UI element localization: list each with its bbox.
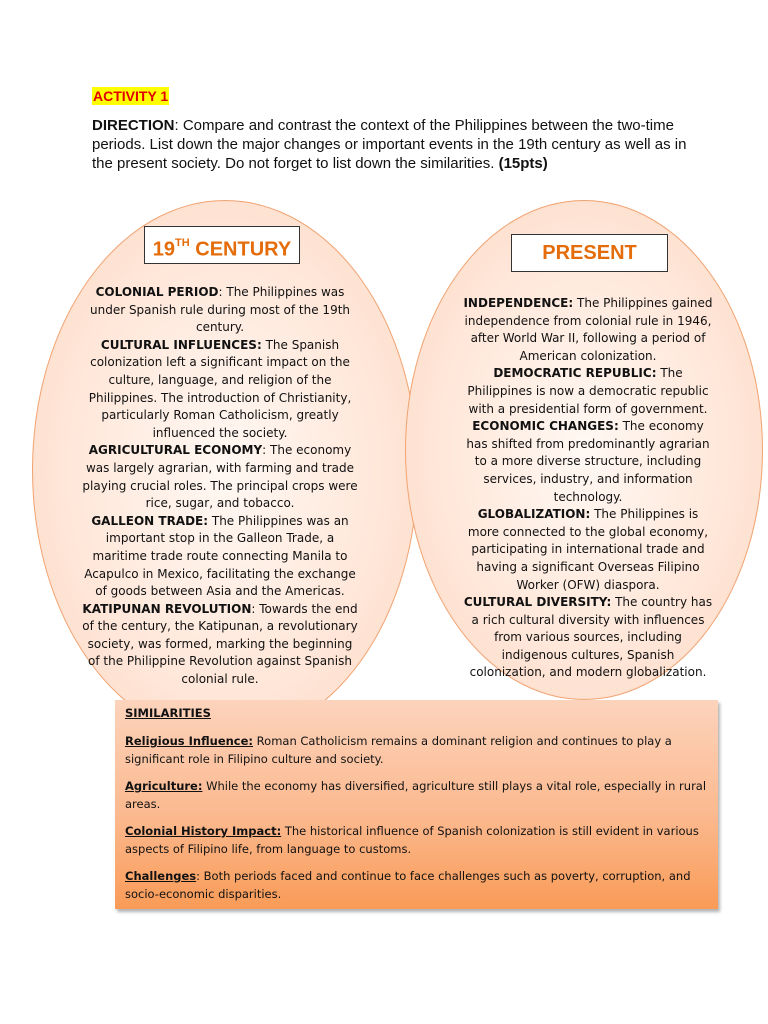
item-label: INDEPENDENCE: xyxy=(463,296,574,310)
similarity-text: While the economy has diversified, agriculture still plays a vital role, especially in rural areas. xyxy=(125,779,707,811)
list-item xyxy=(462,418,714,506)
item-text: The economy has shifted from predominantly agrarian to a more diverse structure, including services, industry, and information technology. xyxy=(466,419,710,504)
similarity-text: : Both periods faced and continue to face challenges such as poverty, corruption, and socio-economic disparities. xyxy=(125,869,691,901)
similarity-label: Agriculture: xyxy=(125,779,203,793)
direction-text: : Compare and contrast the context of the Philippines between the two-time periods. List down the major changes or important events in the 19th century as well as in the present society. Do not forget to list down the similarities. xyxy=(92,117,687,172)
item-label: GALLEON TRADE: xyxy=(91,513,209,528)
direction-label: DIRECTION xyxy=(92,117,175,134)
item-label: COLONIAL PERIOD xyxy=(95,285,219,299)
list-item xyxy=(462,365,714,418)
similarities-title: SIMILARITIES xyxy=(125,706,211,720)
item-text: : Towards the end of the century, the Katipunan, a revolutionary society, was formed, marking the beginning of the Philippine Revolution against Spanish colonial rule. xyxy=(82,601,358,687)
present-list xyxy=(462,295,714,682)
item-label: CULTURAL INFLUENCES: xyxy=(100,337,262,352)
activity-title: ACTIVITY 1 xyxy=(93,88,169,104)
list-item xyxy=(462,295,714,365)
similarity-item xyxy=(125,777,708,813)
similarity-text: The historical influence of Spanish colonization is still evident in various aspects of Filipino life, from language to customs. xyxy=(125,824,699,856)
list-item xyxy=(462,506,714,594)
list-item xyxy=(82,284,358,337)
list-item xyxy=(462,594,714,682)
similarity-item xyxy=(125,867,708,903)
header-superscript: TH xyxy=(175,237,190,249)
similarity-label: Challenges xyxy=(125,869,197,883)
similarity-label: Colonial History Impact: xyxy=(125,824,282,838)
header-word: CENTURY xyxy=(189,238,292,261)
list-item xyxy=(82,337,358,443)
list-item xyxy=(82,442,358,512)
direction-paragraph xyxy=(92,116,692,173)
item-label: GLOBALIZATION: xyxy=(477,507,591,522)
similarity-item xyxy=(125,732,708,768)
direction-points: (15pts) xyxy=(498,155,548,172)
list-item xyxy=(82,513,358,601)
item-text: : The economy was largely agrarian, with farming and trade playing crucial roles. The principal crops were rice, sugar, and tobacco. xyxy=(82,443,358,511)
item-label: CULTURAL DIVERSITY: xyxy=(463,595,612,610)
present-header: PRESENT xyxy=(511,234,668,272)
item-text: The Spanish colonization left a significant impact on the culture, language, and religion of the Philippines. The introduction of Christianity, particularly Roman Catholicism, greatly influenced the society. xyxy=(88,337,352,440)
item-text: The Philippines is now a democratic republic with a presidential form of government. xyxy=(467,366,709,416)
item-label: ECONOMIC CHANGES: xyxy=(472,419,619,434)
similarity-text: Roman Catholicism remains a dominant religion and continues to play a significant role in Filipino culture and society. xyxy=(125,734,672,766)
item-label: AGRICULTURAL ECONOMY xyxy=(88,443,263,458)
header-number: 19 xyxy=(152,238,176,261)
nineteenth-century-list xyxy=(82,284,358,689)
item-text: : The Philippines was under Spanish rule during most of the 19th century. xyxy=(89,285,351,335)
item-text: The country has a rich cultural diversity with influences from various sources, including indigenous cultures, Spanish colonization, and modern globalization. xyxy=(469,595,713,680)
similarity-label: Religious Influence: xyxy=(125,734,254,748)
item-text: The Philippines gained independence from colonial rule in 1946, after World War II, following a period of American colonization. xyxy=(464,296,713,363)
item-label: DEMOCRATIC REPUBLIC: xyxy=(493,366,657,381)
nineteenth-century-header xyxy=(144,226,300,264)
similarity-item xyxy=(125,822,708,858)
item-label: KATIPUNAN REVOLUTION xyxy=(82,601,252,616)
list-item xyxy=(82,601,358,689)
similarities-box xyxy=(115,700,718,909)
item-text: The Philippines is more connected to the global economy, participating in international trade and having a significant Overseas Filipino Worker (OFW) diaspora. xyxy=(467,507,709,592)
item-text: The Philippines was an important stop in the Galleon Trade, a maritime trade route connecting Manila to Acapulco in Mexico, facilitating the exchange of goods between Asia and the Americas. xyxy=(84,513,356,599)
